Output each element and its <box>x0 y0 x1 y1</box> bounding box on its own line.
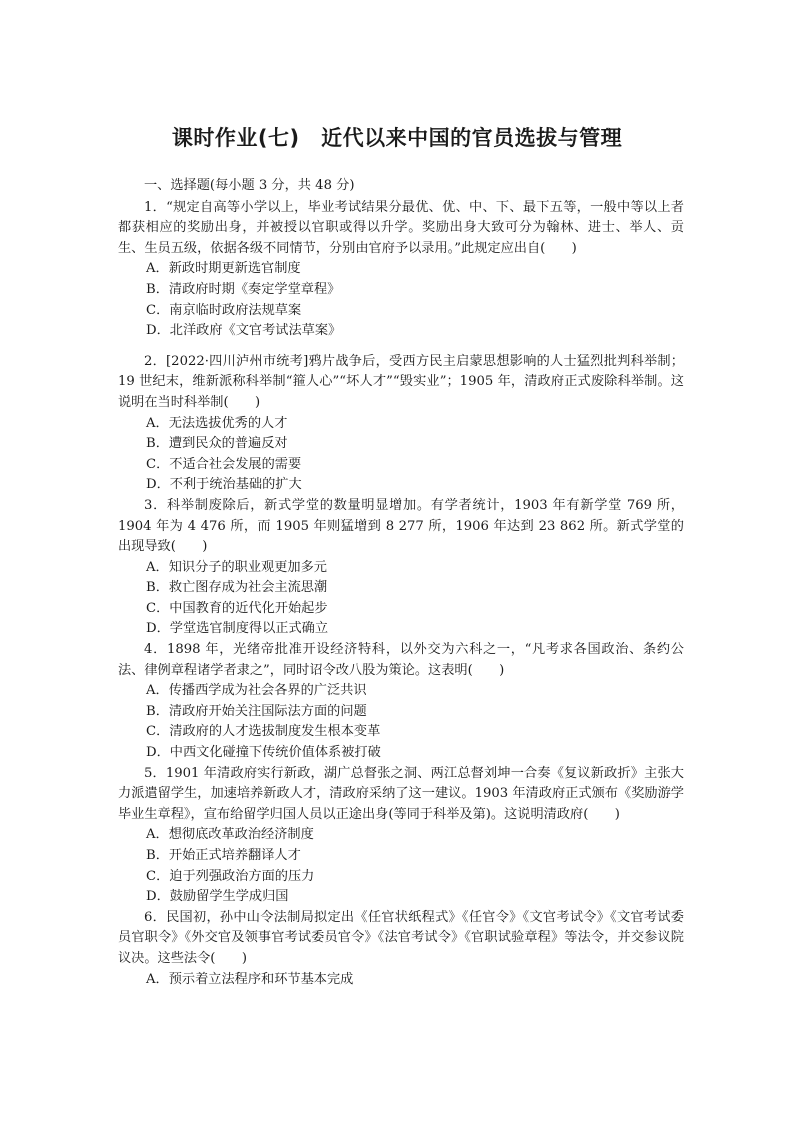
option-c: C．不适合社会发展的需要 <box>146 456 302 472</box>
option-a: A．新政时期更新选官制度 <box>146 261 301 277</box>
option-d: D．鼓励留学生学成归国 <box>146 889 289 905</box>
option-b: B．救亡图存成为社会主流思潮 <box>146 580 328 596</box>
option-c: C．中国教育的近代化开始起步 <box>146 600 328 616</box>
question-stem: 3．科举制废除后，新式学堂的数量明显增加。有学者统计，1903 年有新学堂 769 所，1904 年为 4 476 所，而 1905 年则猛增到 8 277 所，1906 年达到 23 862 所。新式学堂的出现导致( ) <box>118 497 684 555</box>
option-b: B．遭到民众的普遍反对 <box>146 436 288 452</box>
option-c: C．清政府的人才选拔制度发生根本变革 <box>146 724 381 740</box>
option-d: D．北洋政府《文官考试法草案》 <box>146 323 342 339</box>
question-stem: 2．[2022·四川泸州市统考]鸦片战争后，受西方民主启蒙思想影响的人士猛烈批判科举制；19 世纪末，维新派称科举制“箍人心”“坏人才”“毁实业”；1905 年，清政府正式废除科举制。这说明在当时科举制( ) <box>118 353 684 410</box>
option-d: D．学堂选官制度得以正式确立 <box>146 621 329 637</box>
question-stem: 4．1898 年，光绪帝批准开设经济特科，以外交为六科之一，“凡考求各国政治、条约公法、律例章程诸学者隶之”，同时诏令改八股为策论。这表明( ) <box>118 642 684 678</box>
option-a: A．无法选拔优秀的人才 <box>146 415 288 431</box>
question-6 <box>118 908 684 990</box>
option-d: D．不利于统治基础的扩大 <box>146 477 302 493</box>
option-c: C．迫于列强政治方面的压力 <box>146 868 315 884</box>
option-b: B．清政府时期《奏定学堂章程》 <box>146 281 341 297</box>
question-5 <box>118 764 684 908</box>
question-stem: 5．1901 年清政府实行新政，湖广总督张之洞、两江总督刘坤一合奏《复议新政折》主张大力派遣留学生，加速培养新政人才，清政府采纳了这一建议。1903 年清政府正式颁布《奖励游学毕业生章程》，宣布给留学归国人员以正途出身(等同于科举及第)。这说明清政府( ) <box>118 765 684 822</box>
option-a: A．传播西学成为社会各界的广泛共识 <box>146 683 367 699</box>
question-2 <box>118 352 684 496</box>
question-4 <box>118 640 684 764</box>
question-stem: 1．“规定自高等小学以上，毕业考试结果分最优、优、中、下、最下五等，一般中等以上者都获相应的奖励出身，并被授以官职或得以升学。奖励出身大致可分为翰林、进士、举人、贡生、生员五级，依据各级不同情节，分别由官府予以录用。”此规定应出自( ) <box>118 199 684 256</box>
option-a: A．想彻底改革政治经济制度 <box>146 827 314 843</box>
option-b: B．清政府开始关注国际法方面的问题 <box>146 703 367 719</box>
page-title: 课时作业(七) 近代以来中国的官员选拔与管理 <box>171 126 623 150</box>
option-a: A．预示着立法程序和环节基本完成 <box>146 971 354 987</box>
option-b: B．开始正式培养翻译人才 <box>146 848 301 863</box>
question-content <box>118 176 684 990</box>
option-d: D．中西文化碰撞下传统价值体系被打破 <box>146 745 381 761</box>
question-3 <box>118 496 684 640</box>
option-c: C．南京临时政府法规草案 <box>146 302 302 318</box>
question-stem: 6．民国初，孙中山令法制局拟定出《任官状纸程式》《任官令》《文官考试令》《文官考试委员官职令》《外交官及领事官考试委员官令》《法官考试令》《官职试验章程》等法令，并交参议院议决。这些法令( ) <box>118 909 684 966</box>
section-header: 一、选择题(每小题 3 分，共 48 分) <box>144 178 355 193</box>
question-1 <box>118 198 684 342</box>
option-a: A．知识分子的职业观更加多元 <box>146 559 327 575</box>
